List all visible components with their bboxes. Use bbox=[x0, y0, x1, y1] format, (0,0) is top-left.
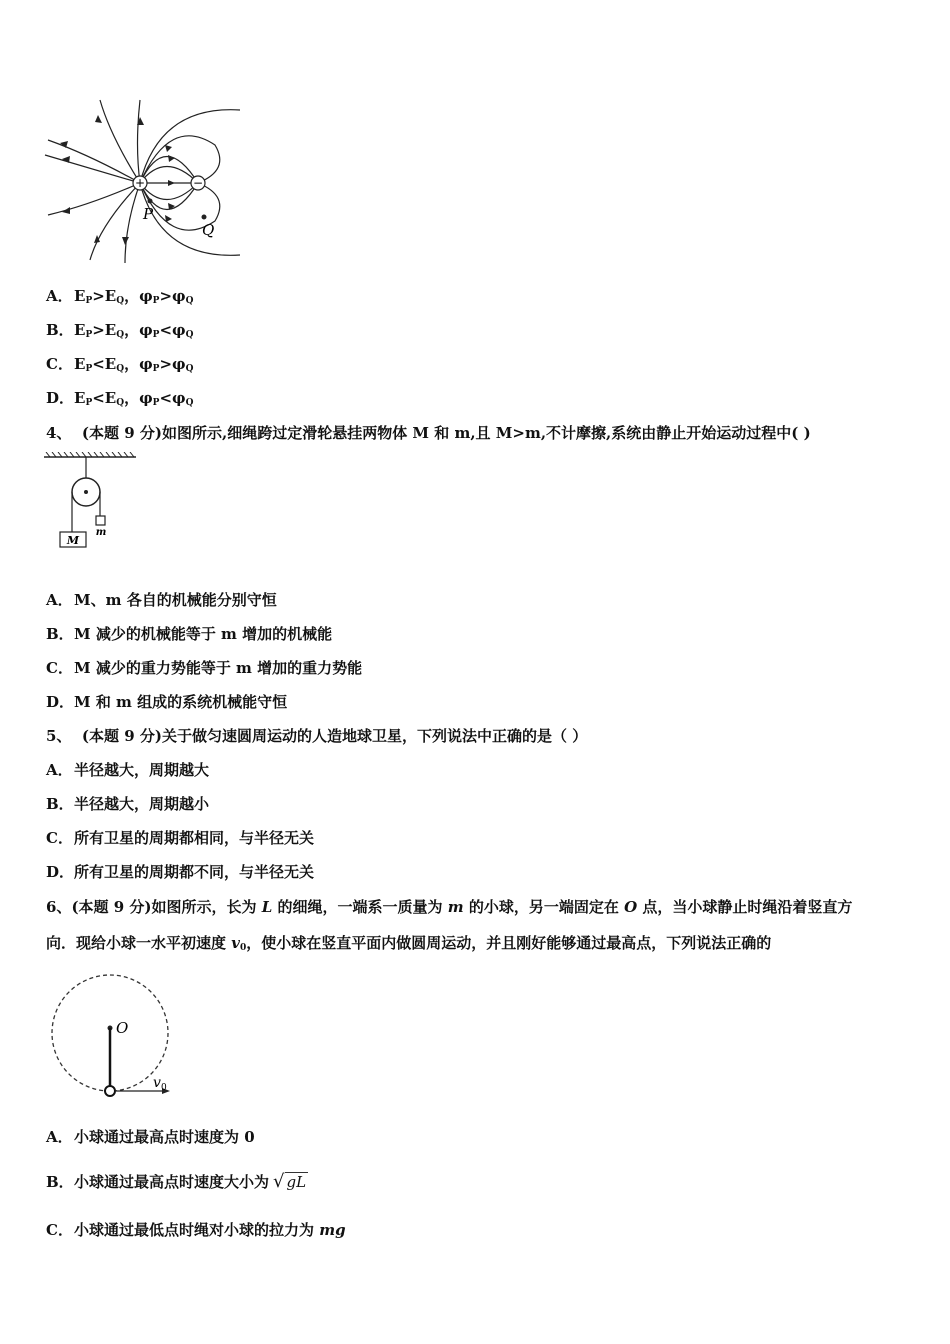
mass-small-label: m bbox=[95, 527, 107, 538]
center-o-label: O bbox=[116, 1019, 129, 1037]
q3-option-a[interactable]: A．$E_P>E_Q$，$\varphi_P>\varphi_Q$ bbox=[46, 287, 194, 306]
point-q-label: Q bbox=[202, 221, 215, 239]
svg-text:+: + bbox=[134, 176, 146, 190]
q3-option-b[interactable]: B．$E_P>E_Q$，$\varphi_P<\varphi_Q$ bbox=[46, 321, 194, 340]
q4-option-d[interactable]: D．M 和 m 组成的系统机械能守恒 bbox=[46, 693, 288, 711]
q3-option-c[interactable]: C．$E_P<E_Q$，$\varphi_P>\varphi_Q$ bbox=[46, 355, 194, 374]
q5-option-c[interactable]: C．所有卫星的周期都相同，与半径无关 bbox=[46, 829, 315, 847]
velocity-sub: 0 bbox=[161, 1083, 167, 1093]
q6-option-c[interactable]: C．小球通过最低点时绳对小球的拉力为 mg bbox=[46, 1221, 346, 1239]
point-p-label: P bbox=[143, 205, 154, 223]
q4-option-c[interactable]: C．M 减少的重力势能等于 m 增加的重力势能 bbox=[46, 659, 363, 677]
sqrt-expression: √ gL bbox=[273, 1171, 307, 1192]
q5-option-d[interactable]: D．所有卫星的周期都不同，与半径无关 bbox=[46, 863, 315, 881]
q3-option-d[interactable]: D．$E_P<E_Q$，$\varphi_P<\varphi_Q$ bbox=[46, 389, 194, 408]
point-q-dot bbox=[202, 215, 207, 220]
q4-option-b[interactable]: B．M 减少的机械能等于 m 增加的机械能 bbox=[46, 625, 333, 643]
pulley-figure bbox=[44, 452, 144, 557]
q6-option-a[interactable]: A．小球通过最高点时速度为 0 bbox=[46, 1128, 255, 1146]
q4-stem: 4、 (本题 9 分)如图所示,细绳跨过定滑轮悬挂两物体 M 和 m,且 M>m,不计摩擦,系统由静止开始运动过程中( ) bbox=[46, 424, 811, 442]
q6-option-b[interactable]: B．小球通过最高点时速度大小为 √ gL bbox=[46, 1171, 307, 1192]
circular-motion-figure bbox=[48, 970, 188, 1105]
svg-text:−: − bbox=[192, 176, 204, 190]
q5-option-b[interactable]: B．半径越大，周期越小 bbox=[46, 795, 210, 813]
q6-stem-line1: 6、(本题 9 分)如图所示，长为 L 的细绳，一端系一质量为 m 的小球，另一端固定在 O 点，当小球静止时绳沿着竖直方 bbox=[46, 898, 853, 916]
electric-field-figure bbox=[40, 95, 250, 265]
point-p-dot bbox=[148, 199, 153, 204]
velocity-label: v bbox=[153, 1075, 161, 1091]
q5-option-a[interactable]: A．半径越大，周期越大 bbox=[46, 761, 210, 779]
q4-option-a[interactable]: A．M、m 各自的机械能分别守恒 bbox=[46, 591, 277, 609]
q6-stem-line2: 向．现给小球一水平初速度 $v_0$，使小球在竖直平面内做圆周运动，并且刚好能够通过最高点，下列说法正确的 bbox=[46, 934, 772, 953]
mass-big-label: M bbox=[66, 534, 80, 547]
ball-icon bbox=[105, 1086, 115, 1096]
q5-stem: 5、 (本题 9 分)关于做匀速圆周运动的人造地球卫星，下列说法中正确的是（ ） bbox=[46, 727, 588, 745]
mass-small-box bbox=[96, 516, 105, 525]
